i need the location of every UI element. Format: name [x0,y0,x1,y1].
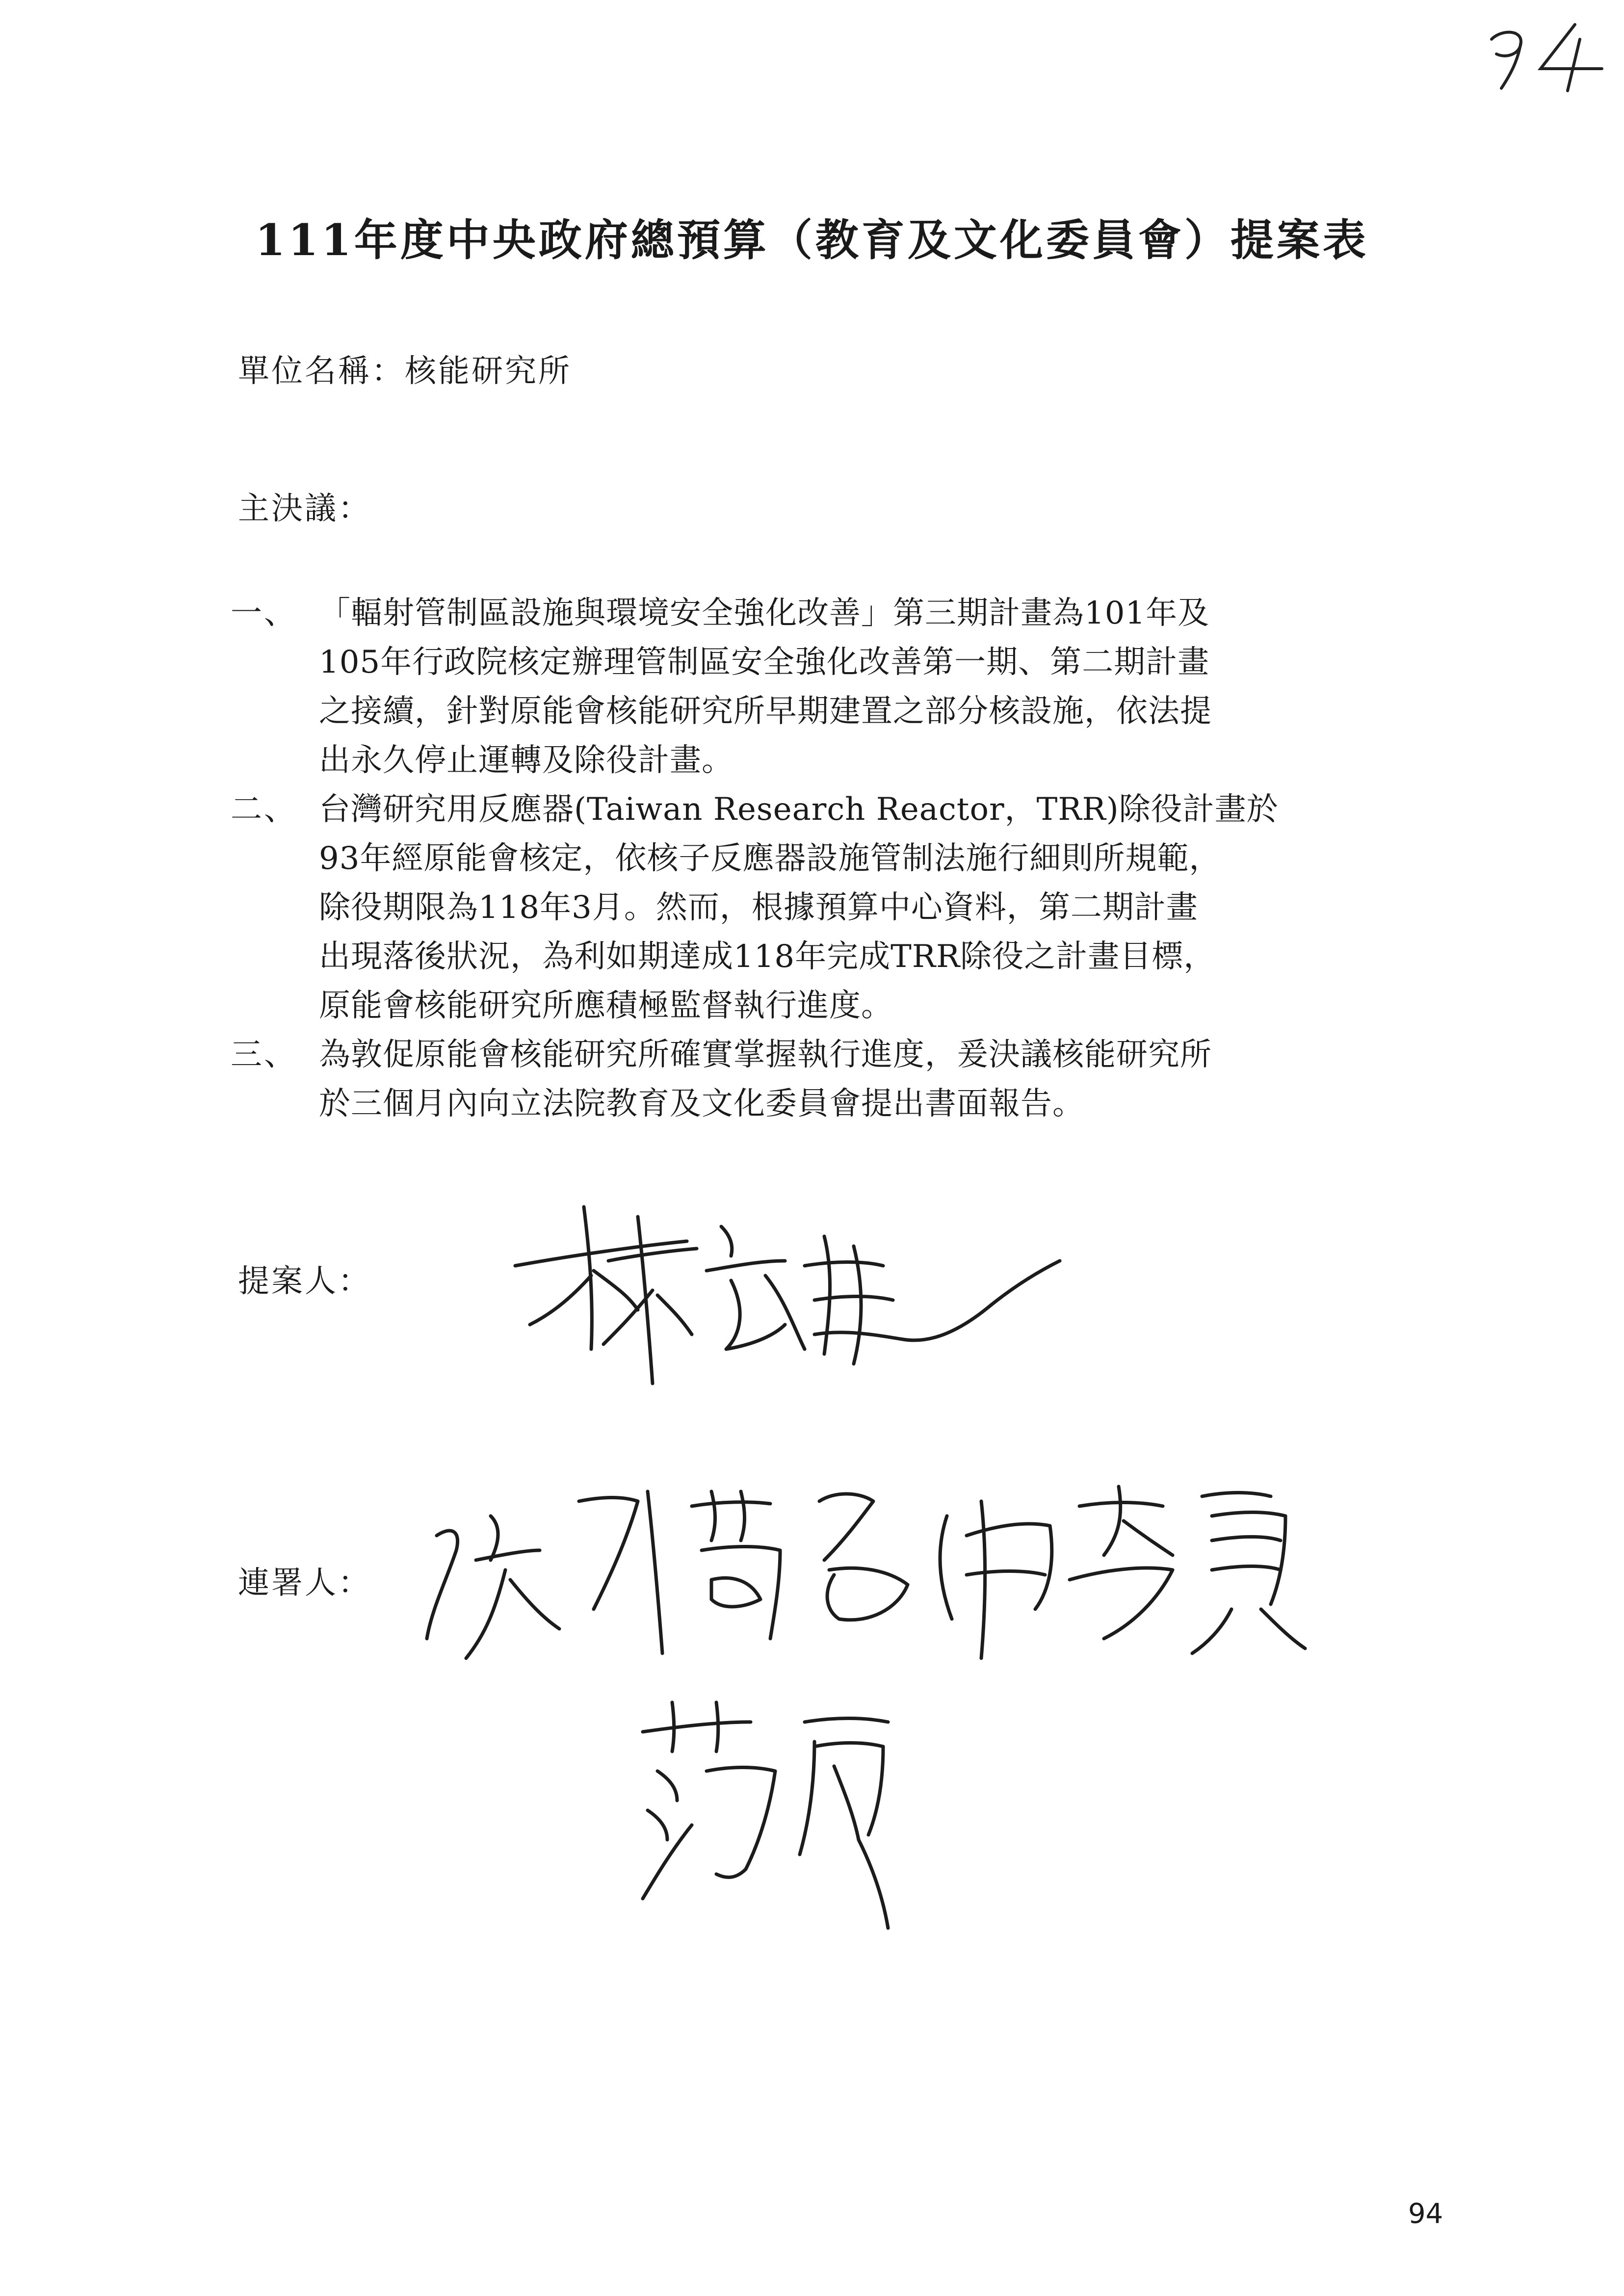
item-line: 除役期限為118年3月。然而，根據預算中心資料，第二期計畫 [319,889,1198,926]
handwritten-page-number [1482,20,1609,93]
main-resolution-label: 主決議： [238,491,371,527]
item-line: 之接續，針對原能會核能研究所早期建置之部分核設施，依法提 [319,693,1212,730]
resolution-item [231,785,1388,1030]
item-line: 出永久停止運轉及除役計畫。 [319,742,733,779]
cosigner-signatures [417,1462,1310,1668]
proposer-signature [510,1187,1065,1403]
page-title: 111年度中央政府總預算（教育及文化委員會）提案表 [255,214,1369,265]
item-number: 二、 [231,791,297,828]
item-line: 93年經原能會核定，依核子反應器設施管制法施行細則所規範， [319,840,1221,877]
item-line: 於三個月內向立法院教育及文化委員會提出書面報告。 [319,1086,1084,1122]
resolution-items [231,589,1388,1128]
unit-name: 單位名稱：核能研究所 [238,353,572,390]
proposer-label: 提案人： [238,1263,371,1300]
resolution-item [231,1030,1388,1128]
cosigner-label: 連署人： [238,1565,371,1601]
item-line: 為敦促原能會核能研究所確實掌握執行進度，爰決議核能研究所 [319,1037,1212,1073]
cosigner-signature-3 [628,1693,903,1938]
resolution-item [231,589,1388,785]
item-line: 出現落後狀況，為利如期達成118年完成TRR除役之計畫目標， [319,939,1216,975]
item-line: 「輻射管制區設施與環境安全強化改善」第三期計畫為101年及 [319,595,1210,631]
item-number: 一、 [231,595,297,631]
item-line: 105年行政院核定辦理管制區安全強化改善第一期、第二期計畫 [319,644,1210,680]
page-number: 94 [1408,2198,1443,2230]
item-number: 三、 [231,1037,297,1073]
item-line: 原能會核能研究所應積極監督執行進度。 [319,988,893,1024]
item-line: 台灣研究用反應器(Taiwan Research Reactor，TRR)除役計畫於 [319,791,1279,828]
